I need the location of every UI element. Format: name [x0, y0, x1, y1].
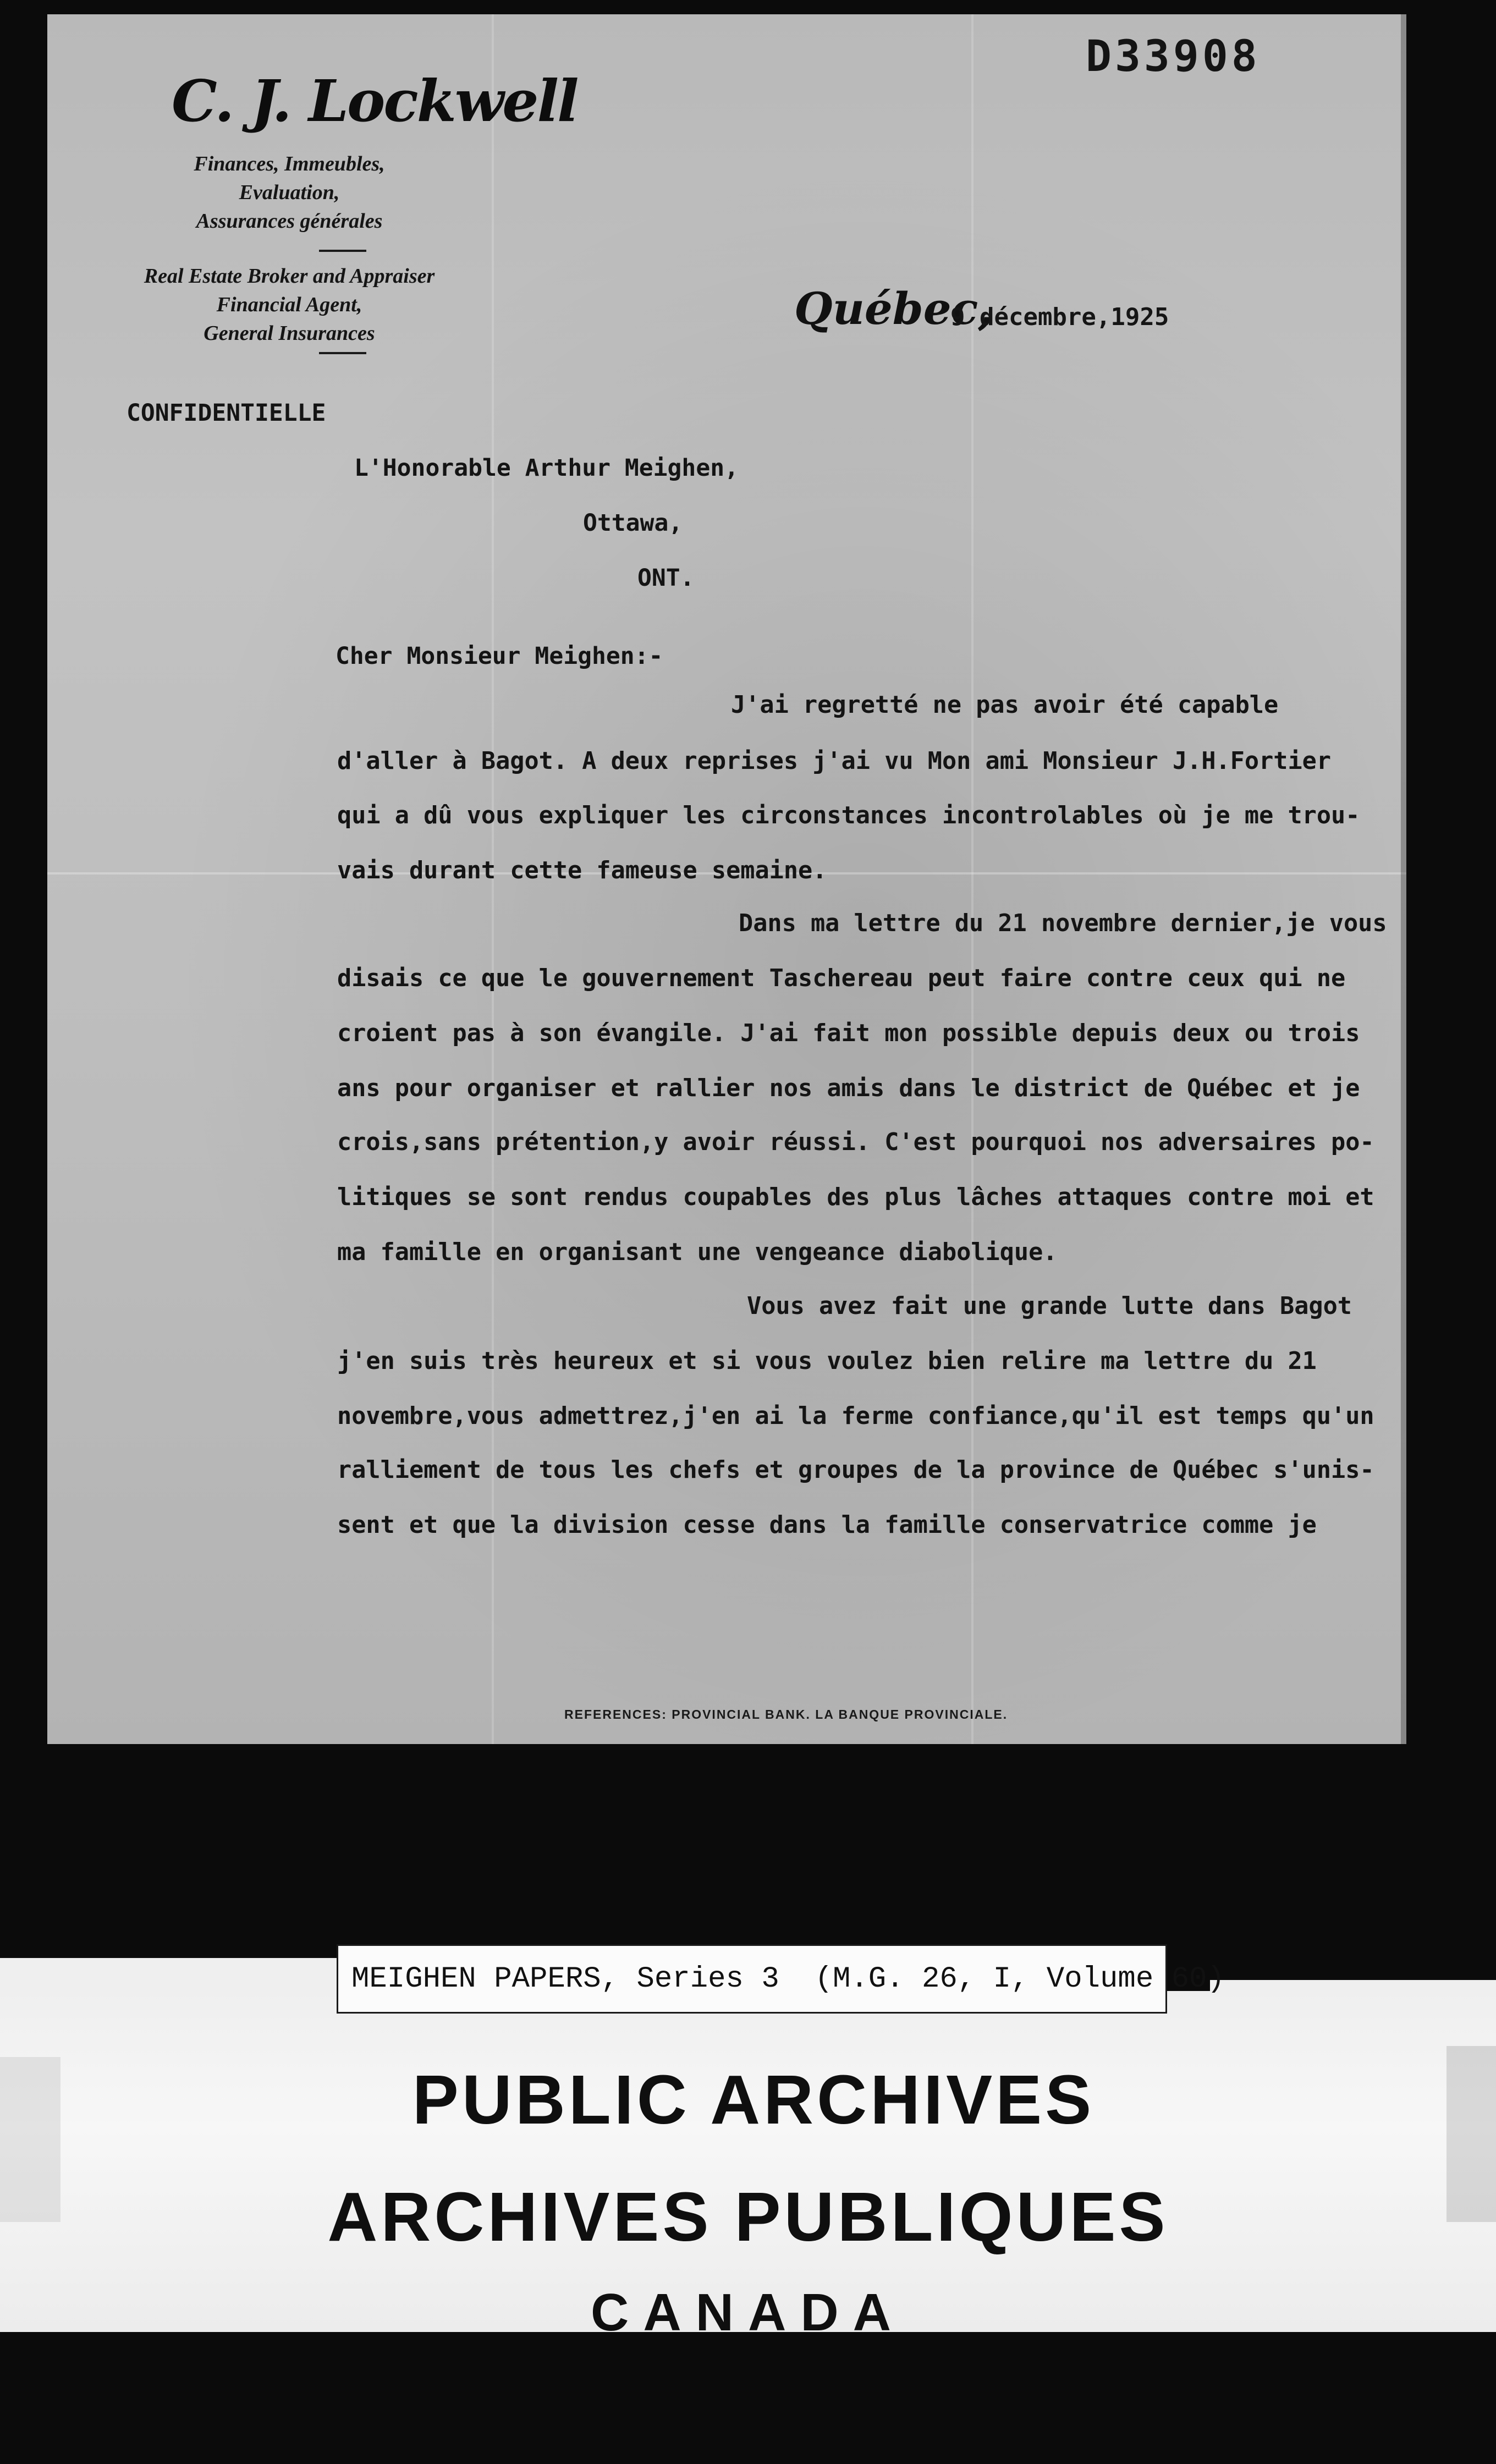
body-line: d'aller à Bagot. A deux reprises j'ai vu Mon ami Monsieur J.H.Fortier [337, 747, 1332, 775]
letterhead-line: Finances, Immeubles, [194, 152, 385, 175]
fold-line-vertical [971, 14, 974, 1744]
letter-sheet [47, 14, 1406, 1744]
body-line: j'en suis très heureux et si vous voulez bien relire ma lettre du 21 [337, 1348, 1317, 1375]
body-line: ralliement de tous les chefs et groupes de la province de Québec s'unis- [337, 1456, 1374, 1484]
body-line: ans pour organiser et rallier nos amis dans le district de Québec et je [337, 1075, 1360, 1102]
letterhead-rule [319, 250, 366, 252]
letter-city: Québec, [794, 283, 994, 334]
body-line: sent et que la division cesse dans la famille conservatrice comme je [337, 1511, 1317, 1539]
body-line: qui a dû vous expliquer les circonstances incontrolables où je me trou- [337, 802, 1360, 829]
letterhead-french [64, 150, 515, 235]
recipient-province: ONT. [637, 564, 695, 592]
body-line: vais durant cette fameuse semaine. [337, 857, 827, 884]
letterhead-rule [319, 352, 366, 354]
recipient-name: L'Honorable Arthur Meighen, [354, 454, 739, 482]
body-line: litiques se sont rendus coupables des plus lâches attaques contre moi et [337, 1184, 1374, 1211]
archive-stamp-card [0, 1991, 1496, 2332]
letterhead-line: Assurances générales [196, 210, 383, 233]
confidential-label: CONFIDENTIELLE [127, 399, 326, 427]
letterhead-line: General Insurances [204, 322, 375, 345]
letterhead-english [64, 262, 515, 348]
body-line: croient pas à son évangile. J'ai fait mon possible depuis deux ou trois [337, 1020, 1360, 1047]
body-line: novembre,vous admettrez,j'en ai la ferme confiance,qu'il est temps qu'un [337, 1402, 1374, 1430]
sheet-edge-shadow [1401, 14, 1406, 1744]
body-line: J'ai regretté ne pas avoir été capable [731, 691, 1279, 719]
body-line: ma famille en organisant une vengeance diabolique. [337, 1239, 1058, 1266]
letter-date: 9 décembre,1925 [950, 303, 1169, 331]
bank-references: REFERENCES: PROVINCIAL BANK. LA BANQUE PROVINCIALE. [564, 1707, 1008, 1722]
body-line: disais ce que le gouvernement Taschereau peut faire contre ceux qui ne [337, 965, 1346, 992]
salutation: Cher Monsieur Meighen:- [336, 642, 663, 670]
letterhead-logo: C. J. Lockwell [172, 67, 578, 135]
document-number: D33908 [1086, 32, 1261, 81]
collection-label [337, 1944, 1225, 2014]
letterhead-line: Real Estate Broker and Appraiser [144, 265, 435, 288]
letterhead-line: Evaluation, [239, 181, 340, 204]
collection-label-text: MEIGHEN PAPERS, Series 3 (M.G. 26, I, Volume 60) [351, 1962, 1225, 1996]
body-line: Vous avez fait une grande lutte dans Bagot [747, 1292, 1352, 1320]
archive-country: CANADA [591, 2283, 905, 2342]
body-line: crois,sans prétention,y avoir réussi. C'est pourquoi nos adversaires po- [337, 1129, 1374, 1156]
archive-title-french: ARCHIVES PUBLIQUES [327, 2178, 1169, 2256]
body-line: Dans ma lettre du 21 novembre dernier,je vous [739, 910, 1387, 937]
recipient-city: Ottawa, [583, 509, 683, 537]
letterhead-line: Financial Agent, [216, 293, 362, 316]
archive-title-english: PUBLIC ARCHIVES [412, 2061, 1095, 2138]
